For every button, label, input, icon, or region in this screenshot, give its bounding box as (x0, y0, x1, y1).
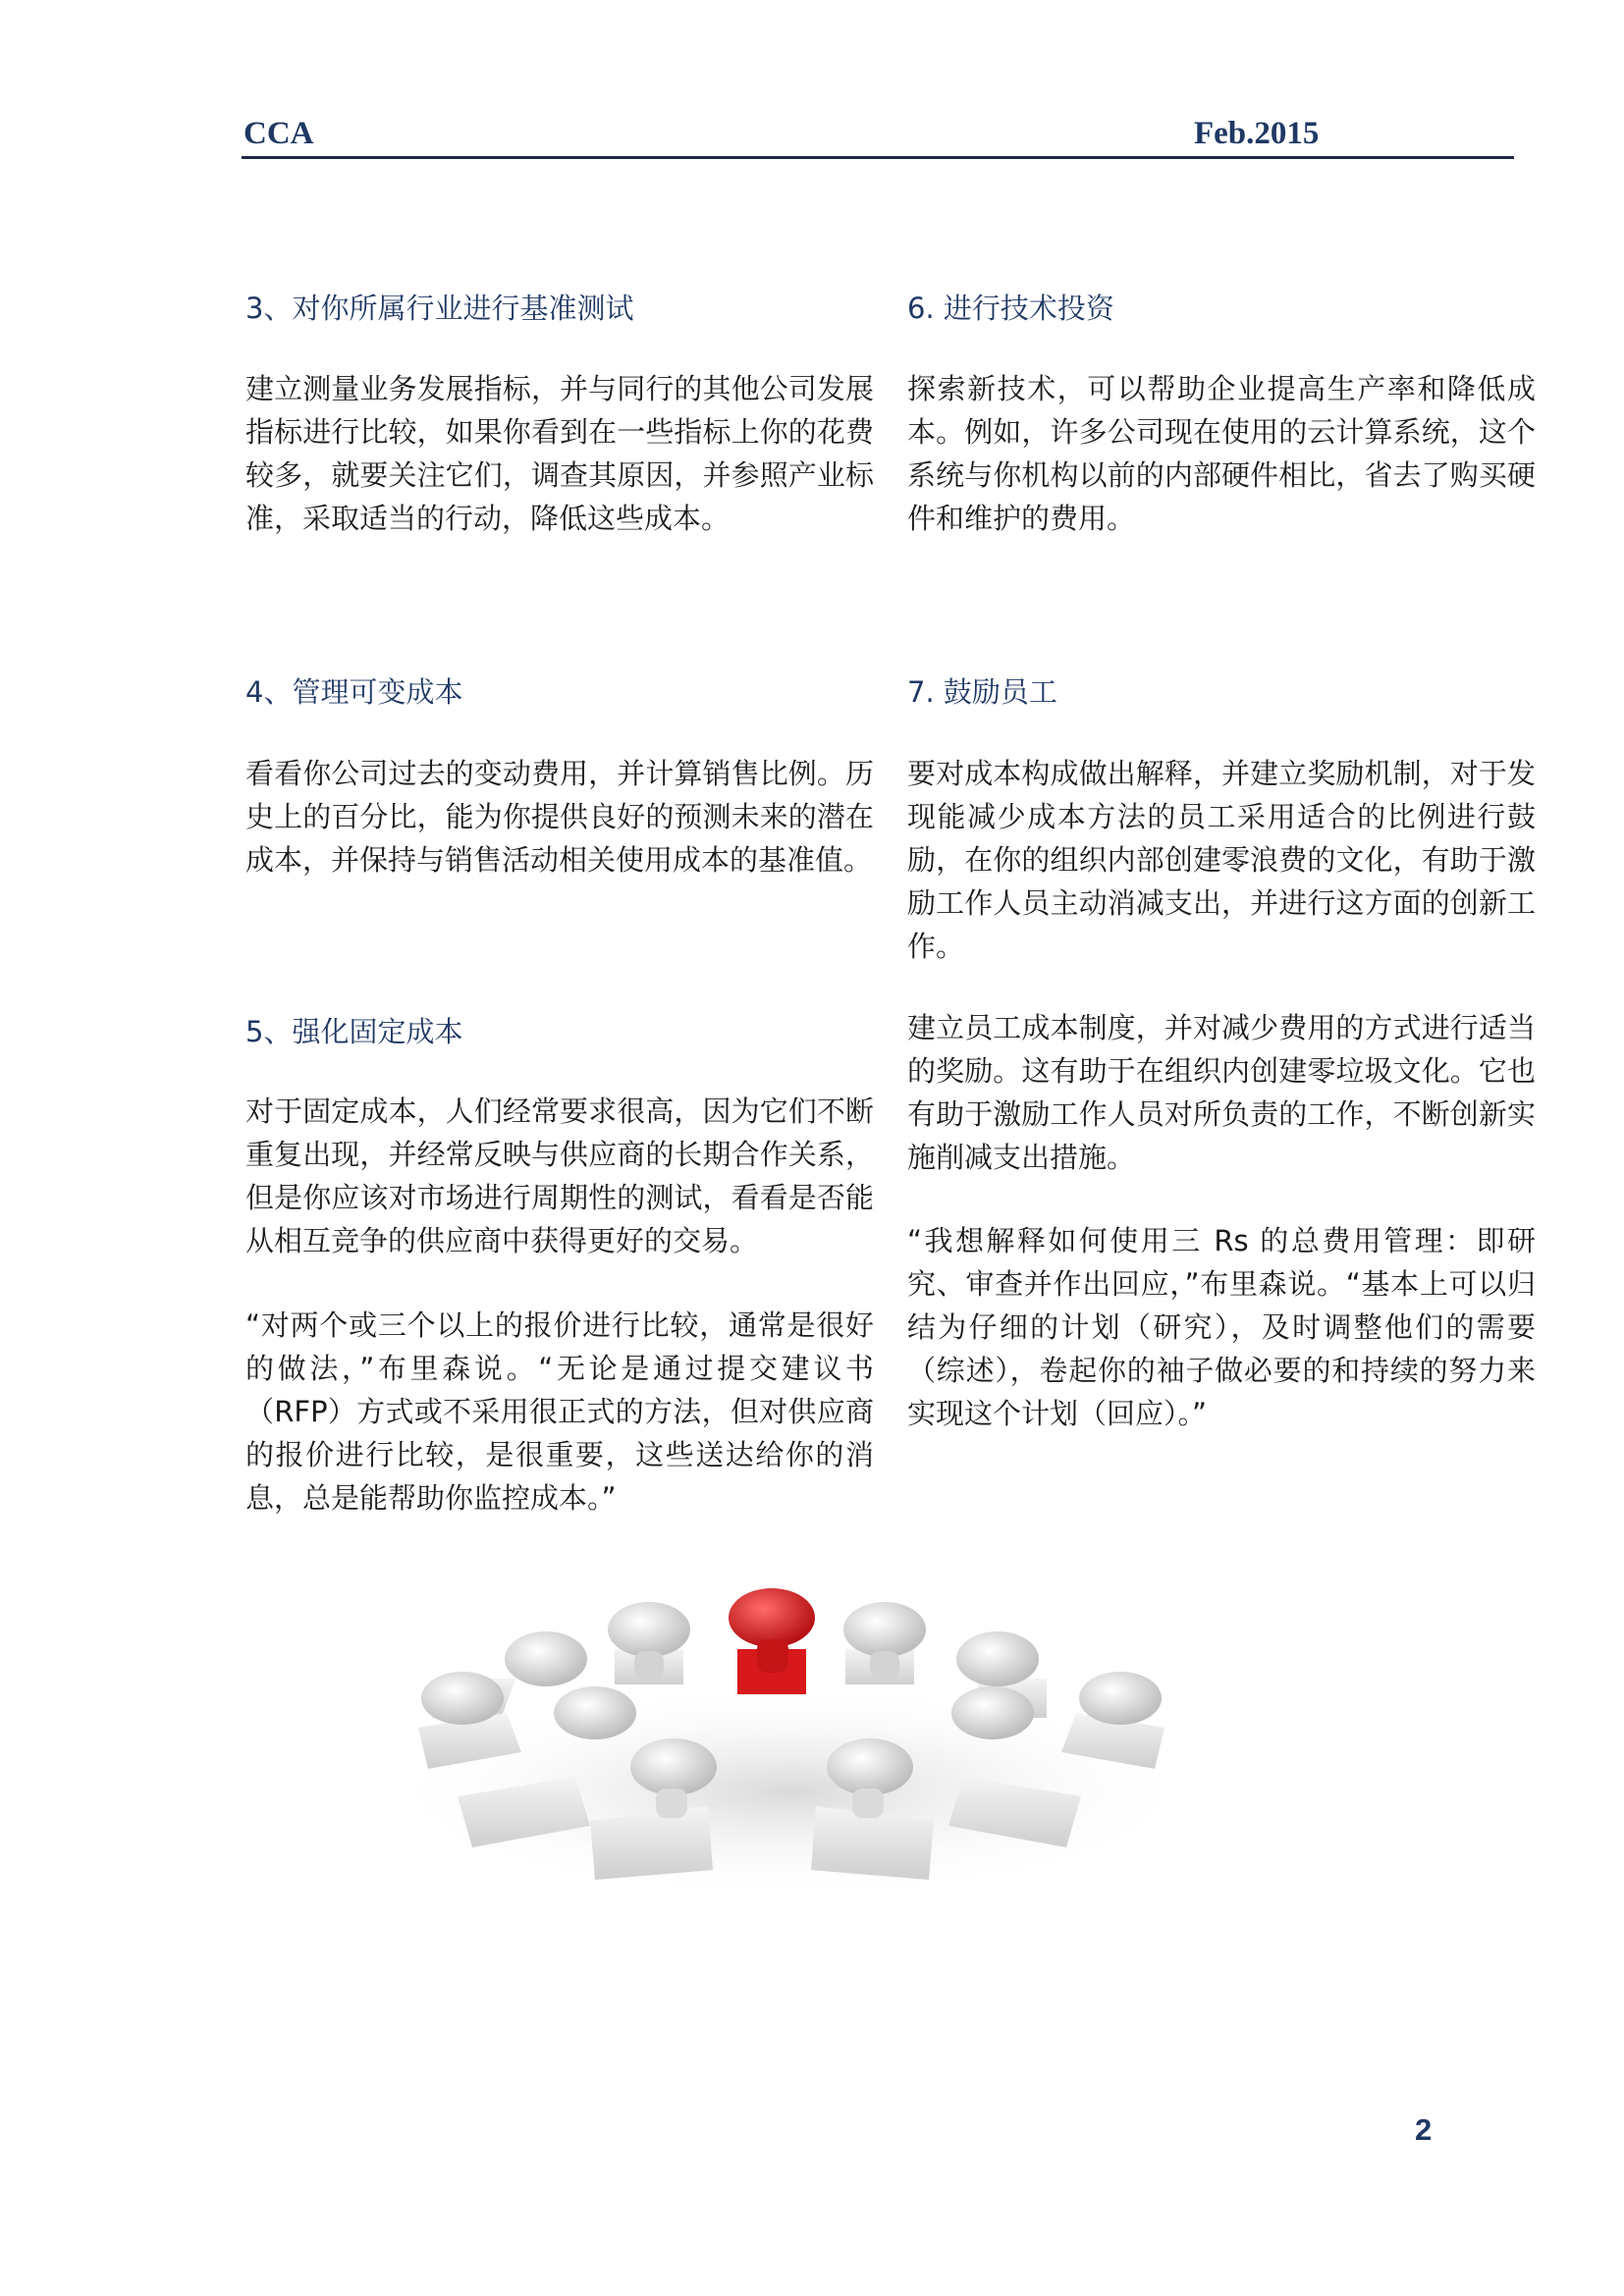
section-7-paragraph-1: 要对成本构成做出解释，并建立奖励机制，对于发现能减少成本方法的员工采用适合的比例进行鼓励，在你的组织内部创建零浪费的文化，有助于激励工作人员主动消减支出，并进行这方面的创新工作。 (907, 757, 1536, 963)
section-heading-7: 7. 鼓励员工 (907, 675, 1057, 709)
page-number: 2 (1415, 2112, 1433, 2147)
section-heading-6: 6. 进行技术投资 (907, 292, 1114, 325)
section-7-paragraph-2: 建立员工成本制度，并对减少费用的方式进行适当的奖励。这有助于在组织内创建零垃圾文化。它也有助于激励工作人员对所负责的工作，不断创新实施削减支出措施。 (907, 1011, 1536, 1174)
section-heading-3: 3、对你所属行业进行基准测试 (245, 292, 634, 325)
section-6-paragraph: 探索新技术，可以帮助企业提高生产率和降低成本。例如，许多公司现在使用的云计算系统，这个系统与你机构以前的内部硬件相比，省去了购买硬件和维护的费用。 (907, 372, 1536, 535)
meeting-circle-illustration (350, 1541, 1233, 1904)
section-heading-5: 5、强化固定成本 (245, 1015, 463, 1048)
section-heading-4: 4、管理可变成本 (245, 675, 463, 709)
page-header-left: CCA (244, 116, 314, 151)
section-7-paragraph-3: “我想解释如何使用三 Rs 的总费用管理：即研究、审查并作出回应，”布里森说。“基本上可以归结为仔细的计划（研究），及时调整他们的需要（综述），卷起你的袖子做必要的和持续的努力来实现这个计划（回应）。” (907, 1224, 1536, 1430)
section-3-paragraph: 建立测量业务发展指标，并与同行的其他公司发展指标进行比较，如果你看到在一些指标上你的花费较多，就要关注它们，调查其原因，并参照产业标准，采取适当的行动，降低这些成本。 (245, 372, 874, 535)
section-5-paragraph-2: “对两个或三个以上的报价进行比较，通常是很好的做法，”布里森说。“无论是通过提交建议书（RFP）方式或不采用很正式的方法，但对供应商的报价进行比较，是很重要，这些送达给你的消息，总是能帮助你监控成本。” (245, 1308, 874, 1515)
section-4-paragraph: 看看你公司过去的变动费用，并计算销售比例。历史上的百分比，能为你提供良好的预测未来的潜在成本，并保持与销售活动相关使用成本的基准值。 (245, 757, 874, 877)
section-5-paragraph-1: 对于固定成本，人们经常要求很高，因为它们不断重复出现，并经常反映与供应商的长期合作关系，但是你应该对市场进行周期性的测试，看看是否能从相互竞争的供应商中获得更好的交易。 (245, 1095, 874, 1257)
header-rule (242, 156, 1514, 159)
page-header-right: Feb.2015 (1194, 116, 1320, 151)
